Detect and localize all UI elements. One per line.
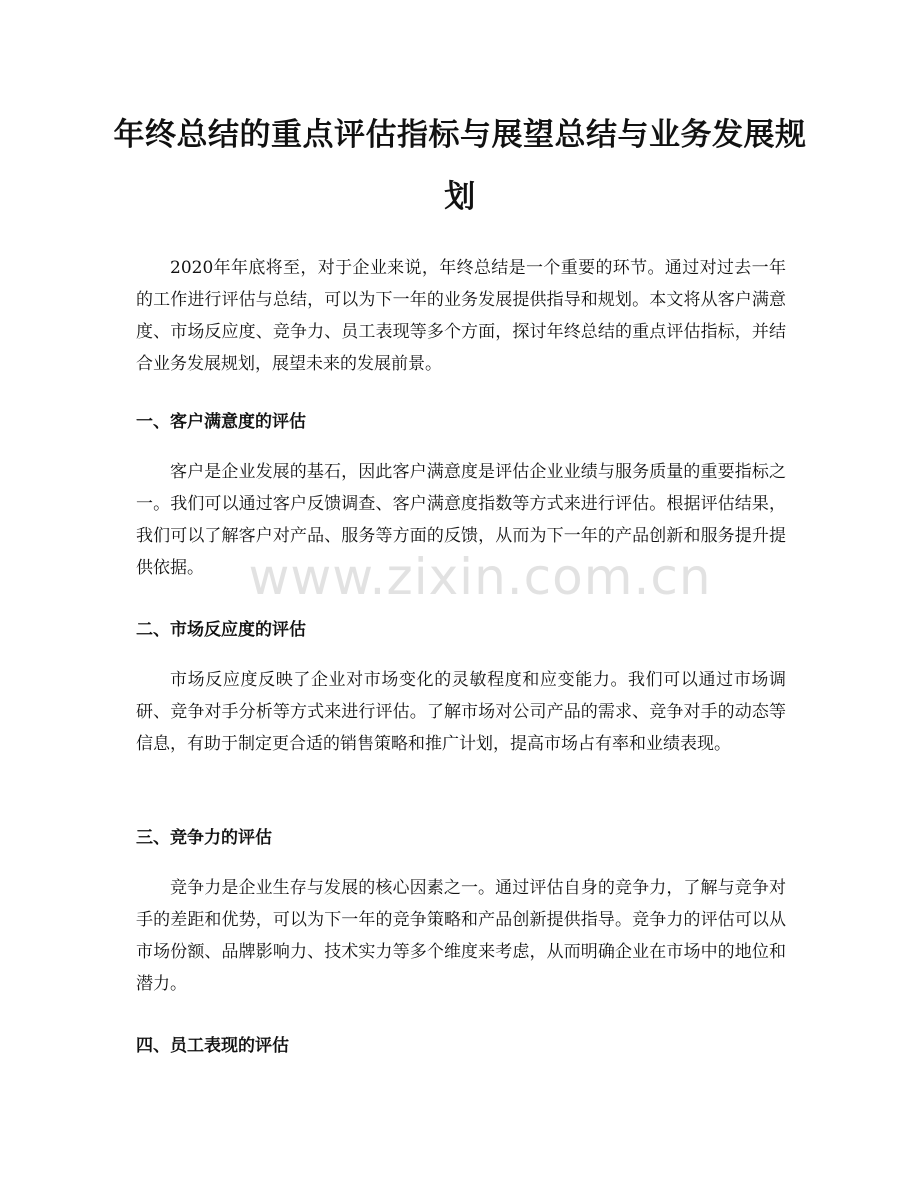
- section-body-market-responsiveness: 市场反应度反映了企业对市场变化的灵敏程度和应变能力。我们可以通过市场调研、竞争对手分析等方式来进行评估。了解市场对公司产品的需求、竞争对手的动态等信息，有助于制定更合适的销售策略和推广计划，提高市场占有率和业绩表现。: [136, 670, 786, 754]
- section-body-competitiveness: 竞争力是企业生存与发展的核心因素之一。通过评估自身的竞争力，了解与竞争对手的差距和优势，可以为下一年的竞争策略和产品创新提供指导。竞争力的评估可以从市场份额、品牌影响力、技术实力等多个维度来考虑，从而明确企业在市场中的地位和潜力。: [136, 878, 786, 994]
- watermark-text: www.zixin.com.cn: [248, 548, 712, 606]
- intro-paragraph: 2020年年底将至，对于企业来说，年终总结是一个重要的环节。通过对过去一年的工作进行评估与总结，可以为下一年的业务发展提供指导和规划。本文将从客户满意度、市场反应度、竞争力、员工表现等多个方面，探讨年终总结的重点评估指标，并结合业务发展规划，展望未来的发展前景。: [136, 258, 786, 374]
- section-body-customer-satisfaction: 客户是企业发展的基石，因此客户满意度是评估企业业绩与服务质量的重要指标之一。我们可以通过客户反馈调查、客户满意度指数等方式来进行评估。根据评估结果，我们可以了解客户对产品、服务等方面的反馈，从而为下一年的产品创新和服务提升提供依据。: [136, 462, 786, 578]
- document-title: 年终总结的重点评估指标与展望总结与业务发展规划: [113, 117, 807, 215]
- section-heading-competitiveness: 三、竞争力的评估: [136, 828, 272, 848]
- section-heading-customer-satisfaction: 一、客户满意度的评估: [136, 412, 306, 432]
- section-heading-employee-performance: 四、员工表现的评估: [136, 1036, 289, 1056]
- section-heading-market-responsiveness: 二、市场反应度的评估: [136, 620, 306, 640]
